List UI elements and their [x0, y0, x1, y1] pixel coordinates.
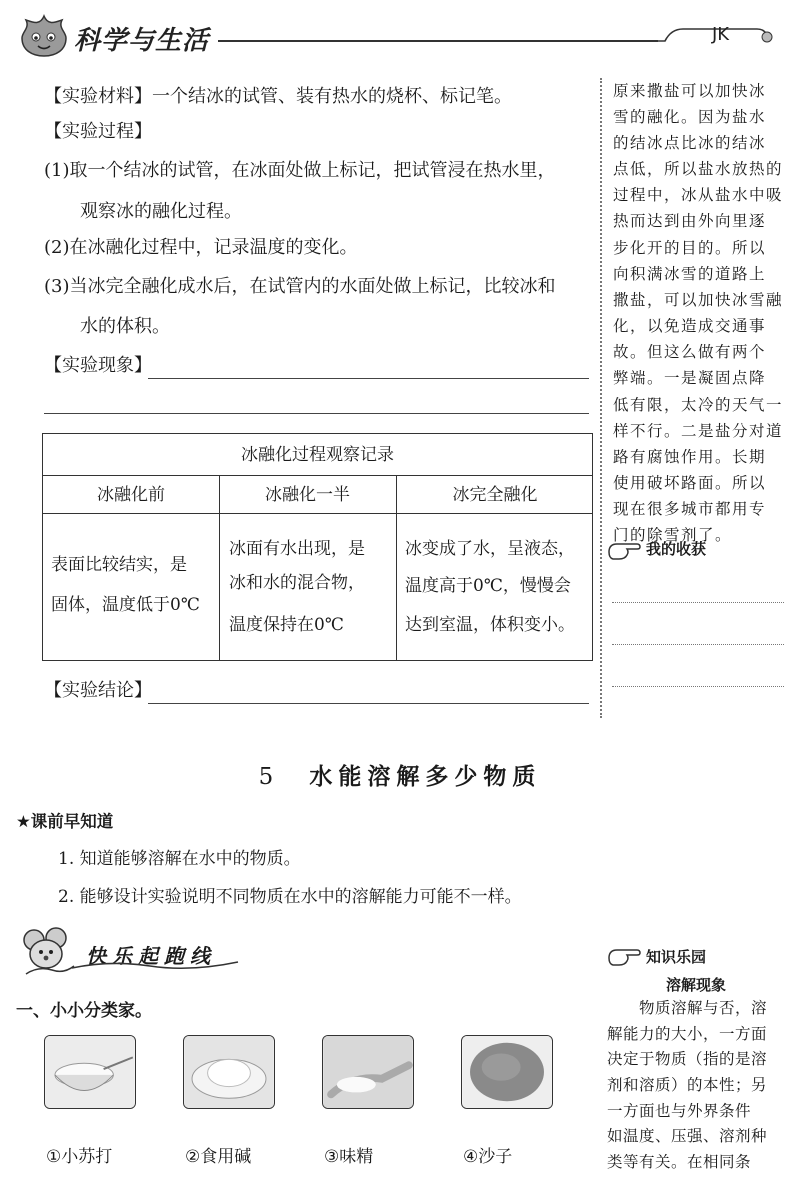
sidebar-line: 使用破坏路面。所以 [613, 474, 767, 492]
sidebar-line: 样不行。二是盐分对道 [613, 422, 784, 440]
harvest-answer-line[interactable] [612, 686, 784, 687]
preview-label: ★课前早知道 [16, 812, 114, 831]
sand-photo [461, 1035, 553, 1109]
lesson-number: 5 [258, 764, 280, 790]
sidebar-line: 弊端。一是凝固点降 [613, 369, 767, 387]
cartoon-mascot-icon [18, 12, 70, 58]
sidebar-line: 化，以免造成交通事 [613, 317, 767, 335]
cell-full-line1: 冰变成了水，呈液态， [405, 539, 575, 559]
cell-before-line2: 固体，温度低于0℃ [51, 595, 200, 615]
bowl-spoon-icon [45, 1036, 135, 1108]
harvest-answer-line[interactable] [612, 602, 784, 603]
knowledge-line: 物质溶解与否，溶 [607, 999, 768, 1017]
knowledge-line: 解能力的大小，一方面 [607, 1025, 768, 1043]
step3-line2: 水的体积。 [80, 316, 170, 337]
pointing-hand-icon [607, 944, 643, 968]
step1-line2: 观察冰的融化过程。 [80, 201, 242, 222]
msg-photo [322, 1035, 414, 1109]
header-rule [218, 40, 658, 42]
item-label-edible-alkali: ②食用碱 [185, 1147, 252, 1167]
goal-1: 1. 知道能够溶解在水中的物质。 [58, 849, 301, 869]
sidebar-line: 雪的融化。因为盐水 [613, 108, 767, 126]
sidebar-line: 撒盐，可以加快冰雪融 [613, 291, 784, 309]
sidebar-line: 低有限，太冷的天气一 [613, 396, 784, 414]
sidebar-line: 过程中，冰从盐水中吸 [613, 186, 784, 204]
powder-plate-icon [184, 1036, 274, 1108]
baking-soda-photo [44, 1035, 136, 1109]
edible-alkali-photo [183, 1035, 275, 1109]
spoon-crystals-icon [323, 1036, 413, 1108]
conclusion-label: 【实验结论】 [44, 680, 152, 701]
sidebar-line: 点低，所以盐水放热的 [613, 160, 784, 178]
cell-full-line2: 温度高于0℃，慢慢会 [405, 576, 571, 596]
question1-title: 一、小小分类家。 [16, 1001, 152, 1021]
harvest-answer-line[interactable] [612, 644, 784, 645]
sidebar-line: 故。但这么做有两个 [613, 343, 767, 361]
process-heading: 【实验过程】 [44, 121, 152, 142]
sidebar-line: 热而达到由外向里逐 [613, 212, 767, 230]
table-divider [396, 476, 397, 660]
banner-text: 快乐起跑线 [86, 944, 216, 968]
sidebar-line: 向积满冰雪的道路上 [613, 265, 767, 283]
table-title: 冰融化过程观察记录 [43, 434, 592, 476]
step2-text: (2)在冰融化过程中，记录温度的变化。 [44, 237, 358, 258]
sidebar-line: 的结冰点比冰的结冰 [613, 134, 767, 152]
knowledge-line: 决定于物质（指的是溶 [607, 1050, 768, 1068]
sidebar-line: 路有腐蚀作用。长期 [613, 448, 767, 466]
knowledge-line: 剂和溶质）的本性；另 [607, 1076, 768, 1094]
phenomenon-label: 【实验现象】 [44, 355, 152, 376]
knowledge-line: 一方面也与外界条件 [607, 1102, 752, 1120]
cell-before-line1: 表面比较结实，是 [51, 555, 187, 575]
table-header-half: 冰融化一半 [265, 485, 350, 505]
phenomenon-answer-line-2[interactable] [44, 413, 589, 414]
goal-2: 2. 能够设计实验说明不同物质在水中的溶解能力可能不一样。 [58, 887, 522, 907]
cell-half-line2: 冰和水的混合物， [229, 573, 365, 593]
knowledge-line: 类等有关。在相同条 [607, 1153, 752, 1171]
materials-text: 【实验材料】一个结冰的试管、装有热水的烧杯、标记笔。 [44, 86, 512, 107]
sidebar-line: 步化开的目的。所以 [613, 239, 767, 257]
harvest-label: 我的收获 [646, 540, 707, 558]
phenomenon-answer-line[interactable] [148, 378, 589, 379]
pointing-hand-icon [607, 538, 643, 562]
step1-line1: (1)取一个结冰的试管，在冰面处做上标记，把试管浸在热水里， [44, 160, 556, 181]
banner-underline-decoration [70, 958, 240, 974]
sidebar-line: 原来撒盐可以加快冰 [613, 82, 767, 100]
cell-half-line1: 冰面有水出现，是 [229, 539, 365, 559]
mouse-mascot-icon [18, 926, 78, 978]
sand-pile-icon [462, 1036, 552, 1108]
cell-half-line3: 温度保持在0℃ [229, 615, 344, 635]
header-title: 科学与生活 [74, 26, 210, 56]
cell-full-line3: 达到室温，体积变小。 [405, 615, 575, 635]
knowledge-line: 如温度、压强、溶剂种 [607, 1127, 768, 1145]
lesson-title-text: 水能溶解多少物质 [309, 764, 542, 790]
conclusion-answer-line[interactable] [148, 703, 589, 704]
table-header-full: 冰完全融化 [452, 485, 538, 505]
header-code: JK [712, 24, 730, 45]
item-label-msg: ③味精 [324, 1147, 374, 1167]
table-header-before: 冰融化前 [97, 485, 165, 505]
sidebar-separator [600, 78, 602, 718]
knowledge-label: 知识乐园 [646, 948, 707, 966]
item-label-baking-soda: ①小苏打 [46, 1147, 113, 1167]
table-divider [219, 476, 220, 660]
step3-line1: (3)当冰完全融化成水后，在试管内的水面处做上标记，比较冰和 [44, 276, 556, 297]
lesson-title [0, 758, 800, 791]
item-label-sand: ④沙子 [463, 1147, 513, 1167]
observation-table [42, 433, 593, 661]
knowledge-subtitle: 溶解现象 [666, 976, 727, 994]
sidebar-line: 现在很多城市都用专 [613, 500, 767, 518]
sidebar-line: 门的除雪剂了。 [613, 526, 733, 544]
table-header-row [43, 476, 592, 514]
